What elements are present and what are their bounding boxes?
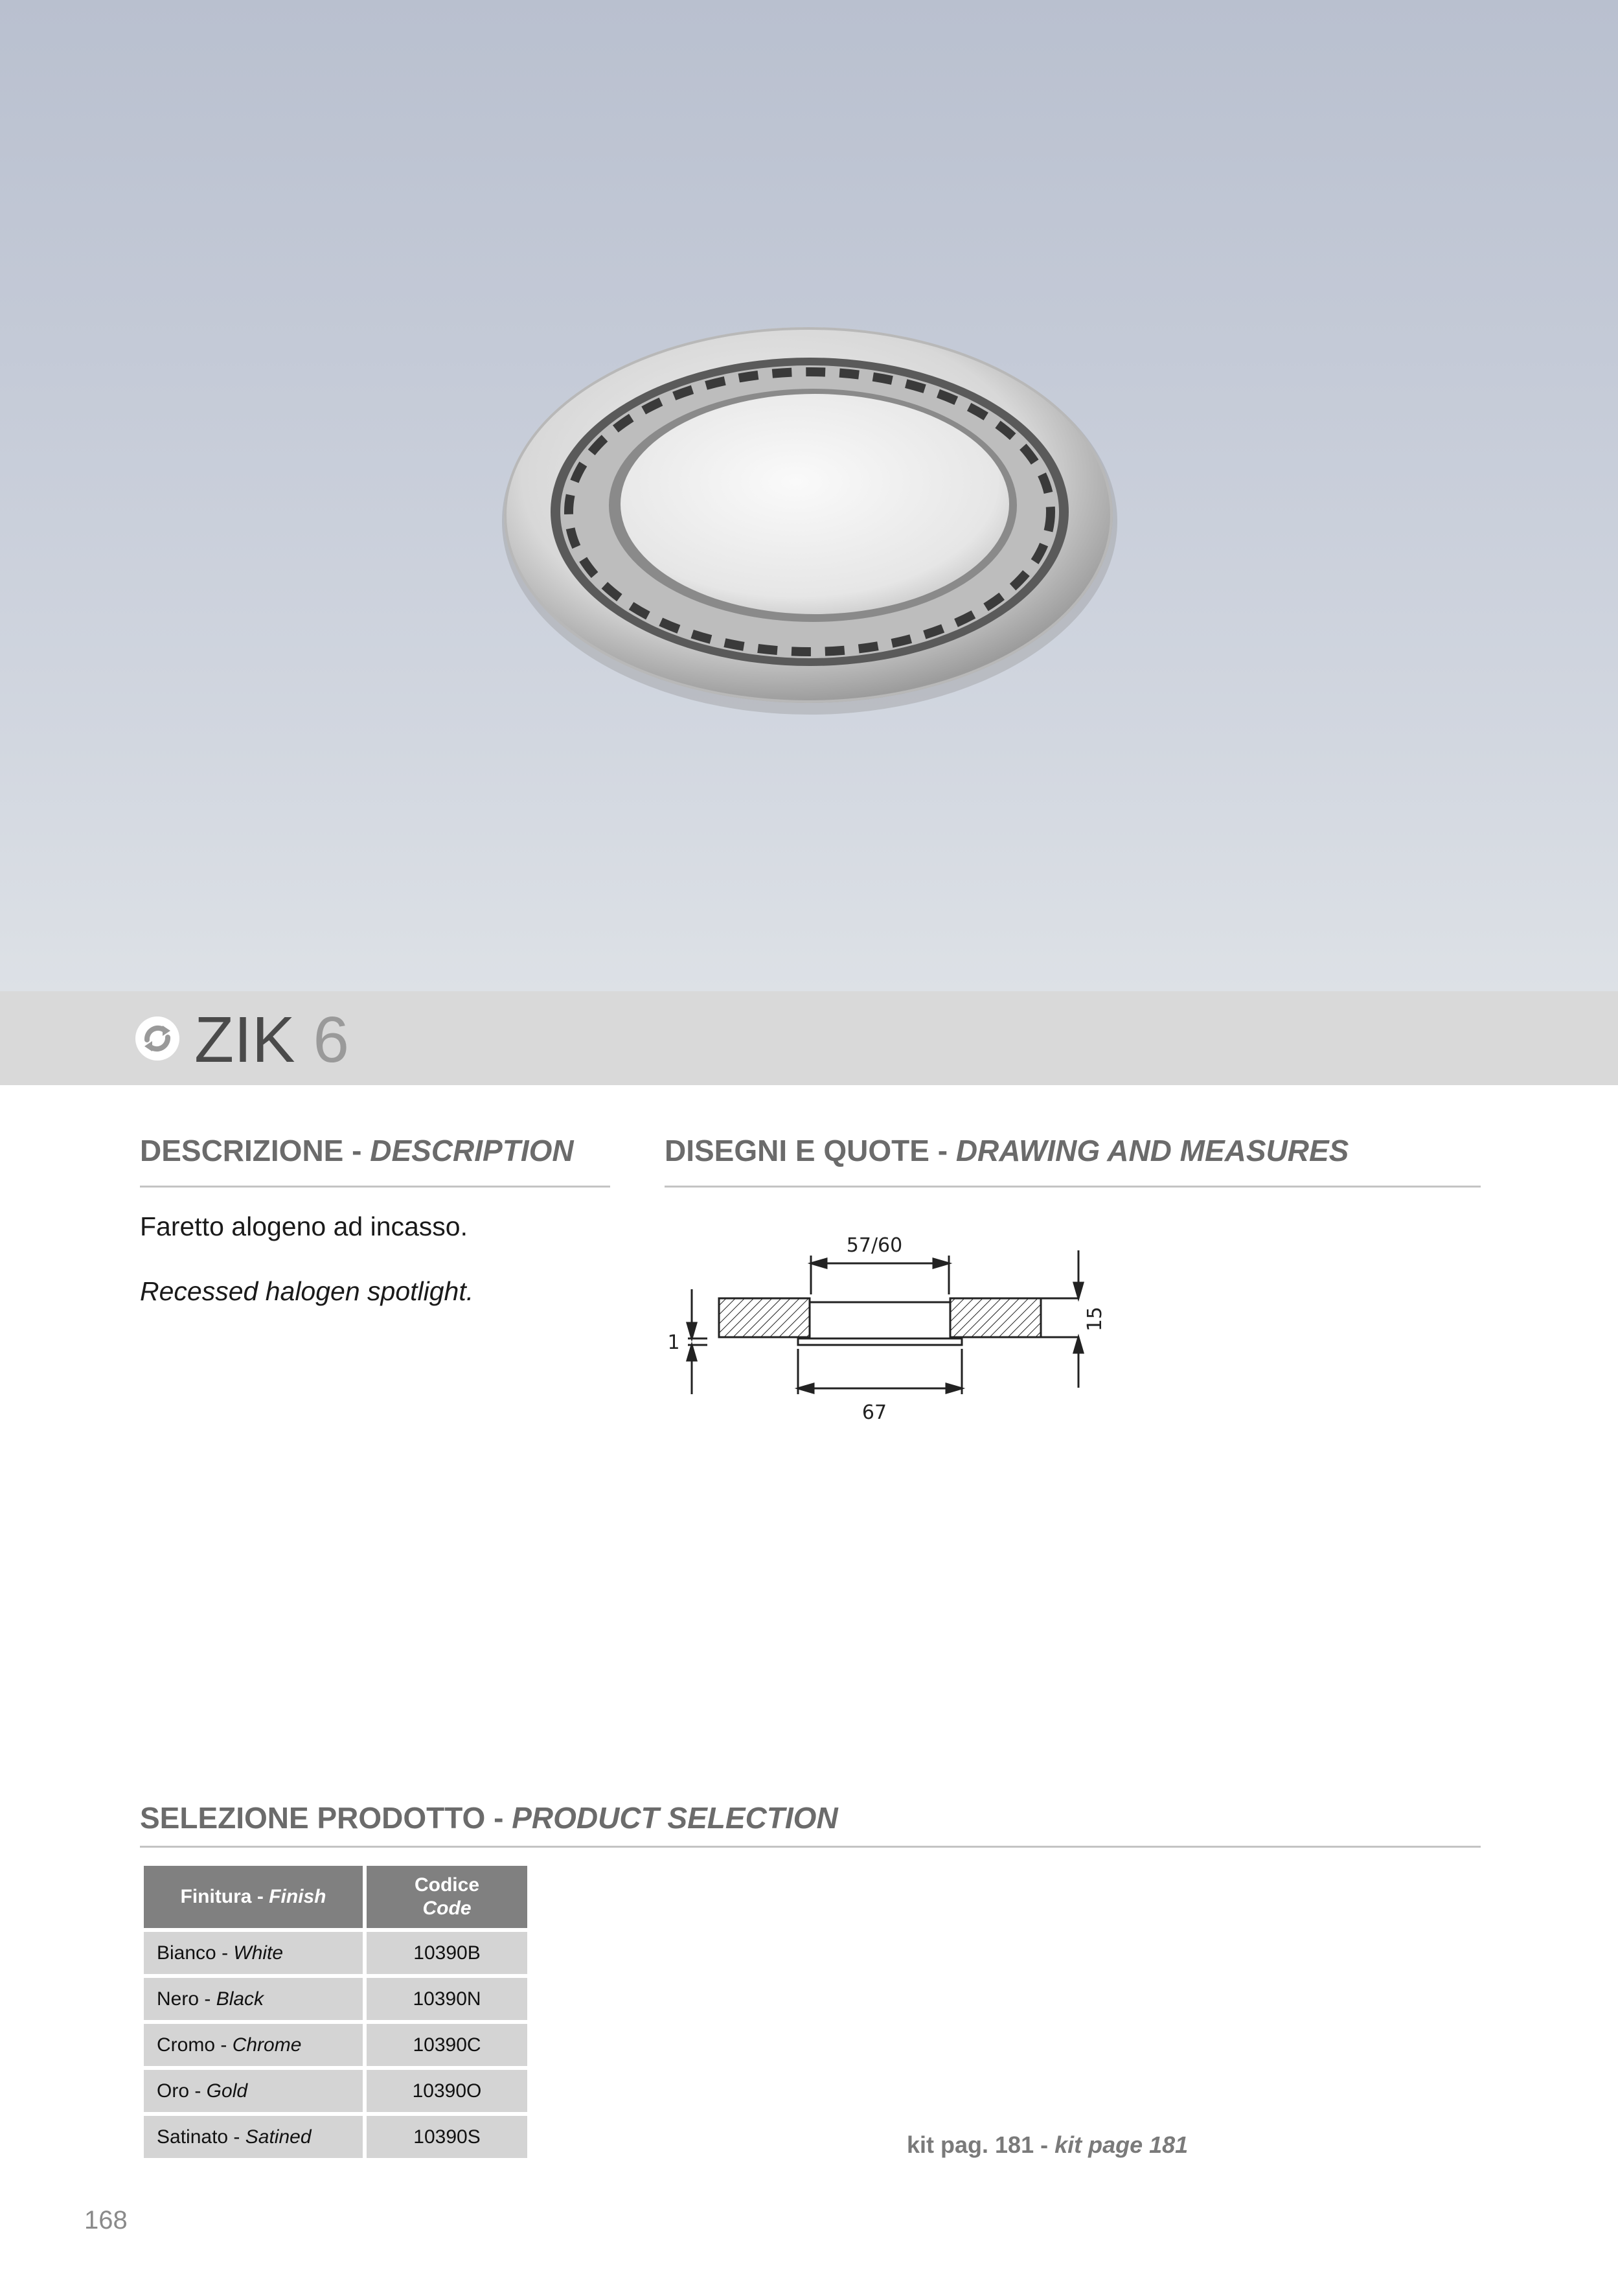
finish-cell: Bianco - White: [144, 1932, 363, 1974]
finish-cell: Satinato - Satined: [144, 2116, 363, 2158]
description-heading: [140, 1132, 574, 1169]
product-name: ZIK: [194, 1004, 295, 1076]
selection-heading: [140, 1800, 838, 1836]
selection-heading-it: SELEZIONE PRODOTTO -: [140, 1801, 512, 1835]
product-photo: [0, 0, 1618, 991]
page-number: 168: [84, 2206, 128, 2234]
table-row: [144, 2070, 527, 2112]
technical-drawing: [654, 1205, 1121, 1438]
description-heading-en: DESCRIPTION: [370, 1134, 574, 1167]
table-row: [144, 2116, 527, 2158]
finish-cell: Oro - Gold: [144, 2070, 363, 2112]
fixture-flange: [798, 1338, 962, 1345]
product-selection-table: [140, 1862, 531, 2162]
finish-cell: Nero - Black: [144, 1978, 363, 2020]
code-cell: 10390S: [367, 2116, 527, 2158]
kit-reference-en: kit page 181: [1054, 2131, 1189, 2158]
dimension-outer: 67: [861, 1401, 887, 1424]
dimension-hole: 57/60: [846, 1234, 903, 1257]
column-header-finish: Finitura - Finish: [144, 1866, 363, 1928]
drawing-heading-en: DRAWING AND MEASURES: [955, 1134, 1349, 1167]
description-text-en: Recessed halogen spotlight.: [140, 1276, 474, 1306]
ceiling-left-section: [719, 1298, 810, 1337]
selection-divider: [140, 1846, 1481, 1848]
kit-reference-it: kit pag. 181: [907, 2131, 1034, 2158]
brand-logo-icon: [133, 1014, 182, 1066]
table-row: [144, 2024, 527, 2066]
table-header-row: [144, 1866, 527, 1928]
product-number: 6: [313, 1004, 349, 1076]
dimension-flange: 1: [667, 1331, 680, 1354]
drawing-divider: [665, 1186, 1481, 1188]
fixture-body: [810, 1302, 950, 1338]
ceiling-right-section: [950, 1298, 1041, 1337]
kit-reference: kit pag. 181 - kit page 181: [907, 2131, 1189, 2158]
code-cell: 10390O: [367, 2070, 527, 2112]
column-header-code: Codice Code: [367, 1866, 527, 1928]
code-cell: 10390C: [367, 2024, 527, 2066]
selection-heading-en: PRODUCT SELECTION: [512, 1801, 838, 1835]
description-text-it: Faretto alogeno ad incasso.: [140, 1211, 468, 1241]
dimension-height: 15: [1084, 1306, 1106, 1332]
table-row: [144, 1978, 527, 2020]
table-row: [144, 1932, 527, 1974]
drawing-heading: [665, 1132, 1349, 1169]
description-divider: [140, 1186, 610, 1188]
drawing-heading-it: DISEGNI E QUOTE -: [665, 1134, 956, 1167]
finish-cell: Cromo - Chrome: [144, 2024, 363, 2066]
recessed-spotlight-illustration: [0, 0, 1618, 991]
page-title: [194, 1003, 349, 1077]
code-cell: 10390B: [367, 1932, 527, 1974]
code-cell: 10390N: [367, 1978, 527, 2020]
description-heading-it: DESCRIZIONE -: [140, 1134, 370, 1167]
